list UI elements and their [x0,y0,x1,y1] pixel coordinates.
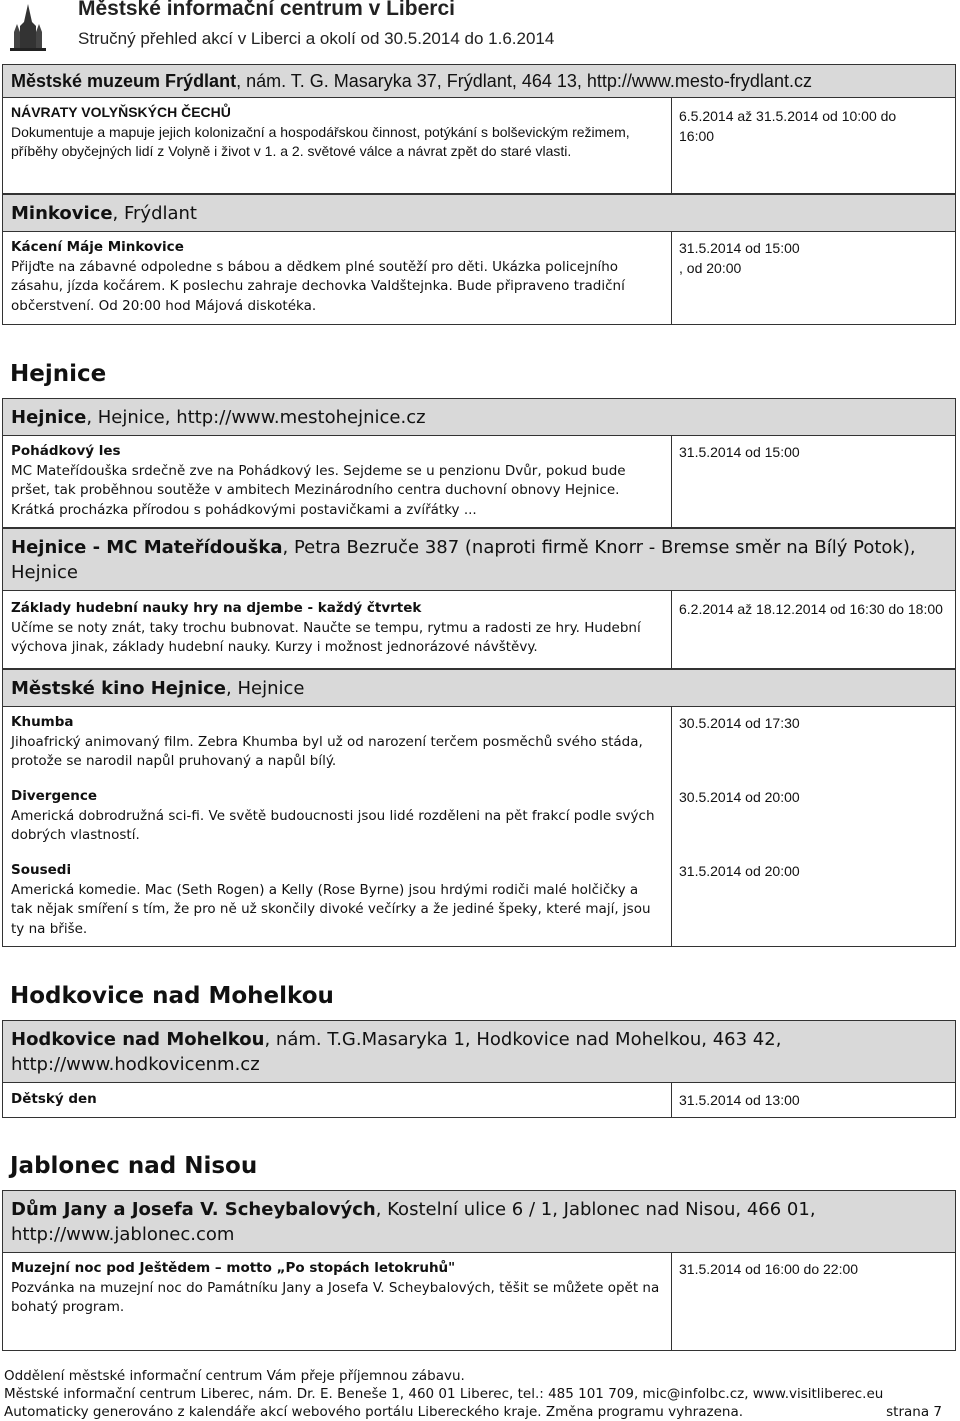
venue-name: Dům Jany a Josefa V. Scheybalových [11,1199,376,1220]
venue-header-hodkovice [2,1020,956,1083]
venue-address: , Frýdlant [112,203,197,224]
venue-name: Městské kino Hejnice [11,678,227,699]
event-date-2: , od 20:00 [679,260,742,276]
event-description: Přijďte na zábavné odpoledne s bábou a dědkem plné soutěží pro děti. Ukázka policejního zásahu, jízda kočárem. K poslechu zahraje dechovka Valdštejnka. Bude připraveno tradiční občerstvení. Od 20:00 hod Májová diskotéka. [11,258,625,314]
venue-name: Minkovice [11,203,113,224]
venue-header-minkovice [2,194,956,232]
venue-address: , Kostelní ulice 6 / 1, Jablonec nad Nisou, 466 01, http://www.jablonec.com [11,1199,816,1245]
event-title: Základy hudební nauky hry na djembe - každý čtvrtek [11,600,422,616]
event-date: 30.5.2014 od 17:30 [679,715,800,731]
events-hodkovice [2,1083,956,1118]
event-title: Khumba [11,714,74,730]
event-description: Americká dobrodružná sci-fi. Ve světě budoucnosti jsou lidé rozděleni na pět frakcí podle svých dobrých vlastností. [11,807,655,843]
venue-header-materidouska [2,528,956,591]
column-divider [671,707,672,946]
event-title: Pohádkový les [11,443,121,459]
venue-name: Hodkovice nad Mohelkou [11,1029,265,1050]
venue-address: , nám. T. G. Masaryka 37, Frýdlant, 464 13, http://www.mesto-frydlant.cz [236,71,812,91]
city-heading-hodkovice: Hodkovice nad Mohelkou [10,983,334,1009]
events-frydlant-museum [2,98,956,194]
venue-address: , Hejnice, http://www.mestohejnice.cz [86,407,426,428]
events-kino-hejnice [2,707,956,947]
event-date: 6.2.2014 až 18.12.2014 od 16:30 do 18:00 [679,601,943,617]
event-date: 31.5.2014 od 20:00 [679,863,800,879]
event-description: Dokumentuje a mapuje jejich kolonizační a hospodářskou činnost, potýkání s bolševickým režimem, příběhy obyčejných lidí z Volyně i život v 1. a 2. světové válce a návrat zpět do staré vlasti. [11,123,630,159]
event-muzejni-noc [11,1259,661,1318]
event-title: NÁVRATY VOLYŇSKÝCH ČECHŮ [11,104,231,120]
event-pohadkovy-les [11,442,661,520]
footer-note: Automaticky generováno z kalendáře akcí webového portálu Libereckého kraje. Změna programu vyhrazena. [4,1404,744,1420]
venue-name: Hejnice [11,407,87,428]
venue-name: Městské muzeum Frýdlant [11,71,237,91]
page-title: Městské informační centrum v Liberci [78,0,455,20]
column-divider [671,232,672,324]
event-title: Kácení Máje Minkovice [11,239,184,255]
event-date-1: 31.5.2014 od 15:00 [679,240,800,256]
event-kaceni-maje [11,238,661,316]
film-sousedi [11,861,661,939]
column-divider [671,1253,672,1350]
event-description: Pozvánka na muzejní noc do Památníku Jany a Josefa V. Scheybalových, těšit se můžete opět na bohatý program. [11,1279,660,1315]
venue-header-scheybalovi [2,1190,956,1253]
event-detsky-den [11,1090,661,1110]
event-title: Sousedi [11,862,72,878]
events-hejnice [2,436,956,528]
column-divider [671,1083,672,1117]
event-date: 31.5.2014 od 15:00 [679,444,800,460]
event-date [679,238,949,278]
column-divider [671,98,672,193]
events-materidouska [2,591,956,669]
event-navraty [11,103,661,162]
film-khumba [11,713,661,772]
venue-header-hejnice [2,398,956,436]
venue-address: , nám. T.G.Masaryka 1, Hodkovice nad Mohelkou, 463 42, http://www.hodkovicenm.cz [11,1029,782,1075]
venue-header-frydlant-museum [2,64,956,98]
column-divider [671,436,672,527]
event-date: 31.5.2014 od 13:00 [679,1092,800,1108]
event-date: 6.5.2014 až 31.5.2014 od 10:00 do 16:00 [679,108,897,144]
event-title: Dětský den [11,1091,97,1107]
event-date: 30.5.2014 od 20:00 [679,789,800,805]
page-header [0,0,960,56]
venue-header-kino-hejnice [2,669,956,707]
column-divider [671,591,672,668]
venue-name: Hejnice - MC Mateřídouška [11,537,283,558]
city-logo-icon [6,2,50,52]
footer-contact: Městské informační centrum Liberec, nám. Dr. E. Beneše 1, 460 01 Liberec, tel.: 485 101 709, mic@infolbc.cz, www.visitliberec.eu [4,1386,884,1402]
event-djembe [11,599,661,658]
events-jablonec [2,1253,956,1351]
event-title: Divergence [11,788,98,804]
city-heading-hejnice: Hejnice [10,361,107,387]
event-date: 31.5.2014 od 16:00 do 22:00 [679,1261,859,1277]
event-description: Americká komedie. Mac (Seth Rogen) a Kelly (Rose Byrne) jsou hrdými rodiči malé holčičky a tak nějak smíření s tím, že pro ně už skončily divoké večírky a že jediné špeky, které mají, jsou ty na břiše. [11,881,651,937]
venue-address: , Petra Bezruče 387 (naproti firmě Knorr - Bremse směr na Bílý Potok), Hejnice [11,537,916,583]
page-footer [4,1367,954,1421]
page-number: strana 7 [886,1404,942,1420]
event-description: Učíme se noty znát, taky trochu bubnovat. Naučte se tempu, rytmu a radosti ze hry. Hudební výchova jinak, základy hudební nauky. Kurzy i možnost jednorázové návštěvy. [11,619,641,655]
page-subtitle: Stručný přehled akcí v Liberci a okolí od 30.5.2014 do 1.6.2014 [78,29,555,48]
event-description: Jihoafrický animovaný film. Zebra Khumba byl už od narození terčem posměchů svého stáda, protože se narodil napůl pruhovaný a napůl bílý. [11,733,643,769]
city-heading-jablonec: Jablonec nad Nisou [10,1153,258,1179]
footer-greeting: Oddělení městské informační centrum Vám přeje příjemnou zábavu. [4,1368,465,1384]
event-title: Muzejní noc pod Ještědem – motto „Po stopách letokruhů" [11,1260,456,1276]
events-minkovice [2,232,956,325]
event-description: MC Mateřídouška srdečně zve na Pohádkový les. Sejdeme se u penzionu Dvůr, pokud bude pršet, tak proběhnou soutěže v ambitech Mezinárodního centra duchovní obnovy Hejnice. Krátká procházka přírodou s pohádkovými postavičkami a zvířátky ... [11,462,626,518]
venue-address: , Hejnice [226,678,305,699]
film-divergence [11,787,661,846]
